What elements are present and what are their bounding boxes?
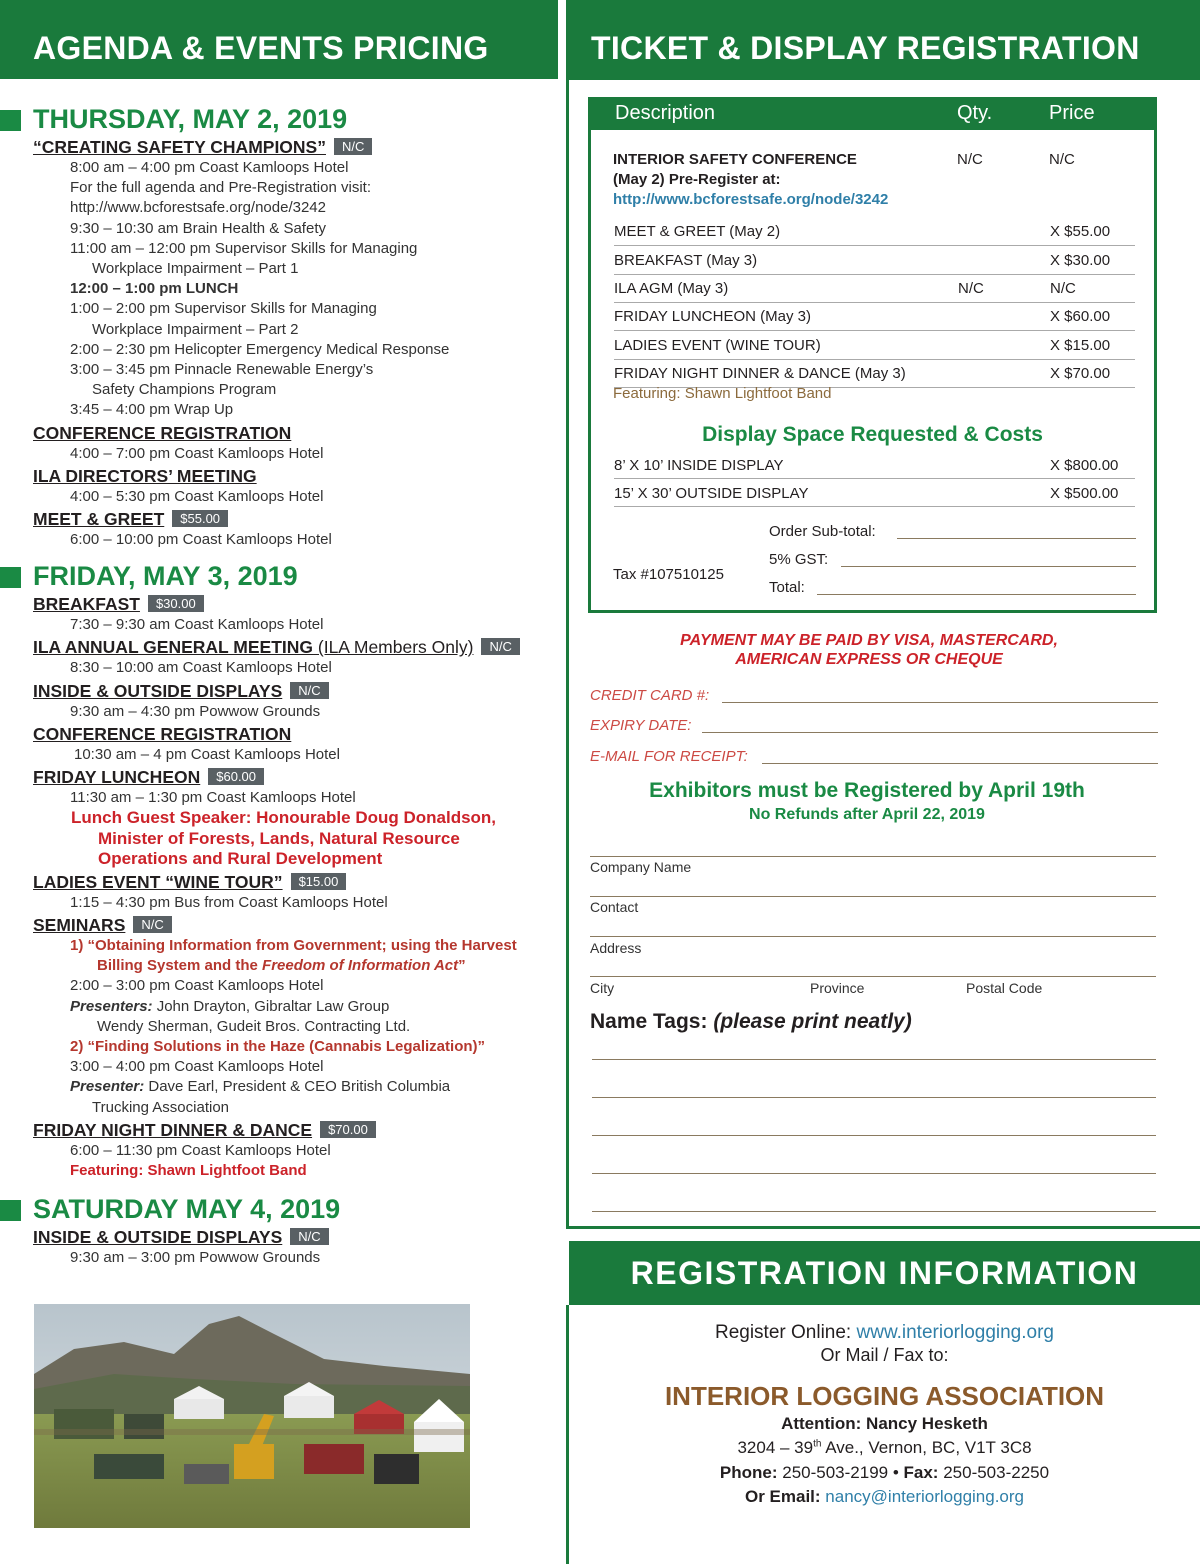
col-qty: Qty. — [957, 102, 993, 124]
friday-title: FRIDAY, MAY 3, 2019 — [33, 561, 298, 592]
postal-code-label: Postal Code — [966, 980, 1043, 996]
friday-heading — [0, 560, 560, 592]
subtotal-field[interactable] — [897, 538, 1136, 539]
seminar-text-italic: Freedom of Information Act — [262, 957, 459, 975]
price-badge: N/C — [290, 682, 328, 699]
price-badge: $60.00 — [208, 768, 264, 785]
event-line: 1:00 – 2:00 pm Supervisor Skills for Managing — [70, 300, 377, 318]
payment-note — [569, 631, 1169, 669]
event-title: CONFERENCE REGISTRATION — [33, 422, 292, 443]
exhibitors-deadline: Exhibitors must be Registered by April 19th — [649, 779, 1085, 802]
address-field[interactable] — [590, 936, 1156, 937]
thursday-title: THURSDAY, MAY 2, 2019 — [33, 104, 348, 134]
gst-label: 5% GST: — [769, 551, 829, 568]
price-badge: $55.00 — [172, 510, 228, 527]
event-conference-registration — [0, 422, 560, 444]
event-line: Workplace Impairment – Part 1 — [92, 260, 299, 278]
event-wine-tour — [0, 871, 560, 893]
mail-fax-text: Or Mail / Fax to: — [820, 1345, 949, 1365]
event-line: 2:00 – 2:30 pm Helicopter Emergency Medical Response — [70, 340, 450, 358]
saturday-heading — [0, 1193, 560, 1225]
display-price: X $800.00 — [1050, 457, 1119, 474]
price-badge: N/C — [133, 916, 171, 933]
featuring-line: Featuring: Shawn Lightfoot Band — [70, 1162, 307, 1179]
total-field[interactable] — [817, 594, 1136, 595]
event-line: For the full agenda and Pre-Registration visit: — [70, 179, 371, 197]
conference-title: INTERIOR SAFETY CONFERENCE — [613, 151, 857, 168]
ticket-price: X $30.00 — [1050, 252, 1111, 269]
agenda-list — [0, 99, 560, 1268]
event-title: INSIDE & OUTSIDE DISPLAYS — [33, 680, 283, 701]
name-tag-field-4[interactable] — [592, 1173, 1156, 1174]
trade-show-photo-icon — [34, 1304, 470, 1528]
display-row — [614, 481, 1135, 507]
phone-fax-line — [569, 1463, 1200, 1483]
name-tag-field-1[interactable] — [592, 1059, 1156, 1060]
event-line: 7:30 – 9:30 am Coast Kamloops Hotel — [70, 616, 324, 634]
presenters-line — [0, 997, 560, 1017]
register-online-label: Register Online: — [714, 1322, 857, 1343]
display-desc: 15’ X 30’ OUTSIDE DISPLAY — [614, 485, 809, 502]
event-breakfast — [0, 593, 560, 615]
bcforestsafe-link[interactable]: http://www.bcforestsafe.org/node/3242 — [70, 199, 326, 217]
agenda-header-text: AGENDA & EVENTS PRICING — [33, 30, 489, 66]
event-line: 4:00 – 7:00 pm Coast Kamloops Hotel — [70, 444, 324, 462]
event-line: 8:30 – 10:00 am Coast Kamloops Hotel — [70, 659, 332, 677]
presenter-label: Presenter: — [70, 1078, 145, 1096]
price-badge: $70.00 — [320, 1121, 376, 1138]
event-title: BREAKFAST — [33, 594, 140, 615]
org-name: INTERIOR LOGGING ASSOCIATION — [664, 1381, 1105, 1411]
city-label: City — [590, 980, 615, 996]
presenter-text: Dave Earl, President & CEO British Columbia — [144, 1078, 451, 1096]
ticket-price: X $55.00 — [1050, 223, 1111, 240]
event-title: MEET & GREET — [33, 509, 165, 530]
conference-link[interactable]: http://www.bcforestsafe.org/node/3242 — [613, 191, 889, 208]
subtotal-label: Order Sub-total: — [769, 523, 876, 540]
ticket-header — [569, 0, 1200, 80]
price-badge: $15.00 — [291, 873, 347, 890]
event-line: 2:00 – 3:00 pm Coast Kamloops Hotel — [70, 977, 324, 995]
col-description: Description — [615, 102, 716, 124]
ticket-desc: LADIES EVENT (WINE TOUR) — [614, 337, 821, 354]
guest-speaker-line: Operations and Rural Development — [98, 849, 383, 869]
ticket-desc: ILA AGM (May 3) — [614, 280, 729, 297]
total-label: Total: — [769, 579, 805, 596]
event-title: INSIDE & OUTSIDE DISPLAYS — [33, 1227, 283, 1248]
name-tag-field-3[interactable] — [592, 1135, 1156, 1136]
event-line: 1:15 – 4:30 pm Bus from Coast Kamloops Hotel — [70, 893, 388, 911]
email-row — [590, 748, 1158, 768]
ticket-qty[interactable]: N/C — [958, 280, 984, 297]
mailing-address — [569, 1438, 1200, 1458]
price-badge: N/C — [290, 1228, 328, 1245]
event-line: 8:00 am – 4:00 pm Coast Kamloops Hotel — [70, 159, 349, 176]
ticket-price: N/C — [1050, 280, 1076, 297]
phone-number: 250-503-2199 • — [777, 1463, 904, 1482]
event-line: 9:30 am – 4:30 pm Powwow Grounds — [70, 702, 321, 720]
conference-price: N/C — [1049, 151, 1075, 168]
thursday-heading — [0, 103, 560, 135]
event-line: Workplace Impairment – Part 2 — [92, 320, 299, 338]
event-photo — [34, 1304, 470, 1528]
event-safety-champions — [0, 136, 560, 158]
col-price: Price — [1049, 102, 1095, 124]
featuring-note: Featuring: Shawn Lightfoot Band — [613, 385, 832, 402]
ticket-row — [614, 360, 1135, 388]
event-line: 4:00 – 5:30 pm Coast Kamloops Hotel — [70, 487, 324, 505]
name-tags-label: Name Tags: — [590, 1010, 708, 1033]
event-line: 11:00 am – 12:00 pm Supervisor Skills for Managing — [70, 239, 418, 257]
event-seminars — [0, 914, 560, 936]
display-title: Display Space Requested & Costs — [702, 423, 1043, 446]
saturday-title: SATURDAY MAY 4, 2019 — [33, 1194, 341, 1225]
seminar-title-line: 1) “Obtaining Information from Government; using the Harvest — [70, 936, 517, 954]
ticket-desc: FRIDAY LUNCHEON (May 3) — [614, 308, 811, 325]
conference-sub: (May 2) Pre-Register at: — [613, 171, 781, 188]
event-line: 3:00 – 4:00 pm Coast Kamloops Hotel — [70, 1058, 324, 1076]
event-line: 9:30 am – 3:00 pm Powwow Grounds — [70, 1249, 321, 1267]
contact-label: Contact — [590, 899, 639, 915]
ticket-desc: MEET & GREET (May 2) — [614, 223, 781, 240]
agenda-column — [0, 0, 560, 1564]
event-line: 9:30 – 10:30 am Brain Health & Safety — [70, 219, 326, 237]
column-divider — [566, 0, 569, 1228]
event-title-suffix: (ILA Members Only) — [313, 637, 474, 658]
event-title: SEMINARS — [33, 914, 126, 935]
email-label: E-MAIL FOR RECEIPT: — [590, 748, 748, 765]
event-conference-registration-fri — [0, 723, 560, 745]
event-line: 10:30 am – 4 pm Coast Kamloops Hotel — [74, 745, 340, 763]
ticket-price: X $70.00 — [1050, 365, 1111, 382]
display-desc: 8’ X 10’ INSIDE DISPLAY — [614, 457, 784, 474]
province-label: Province — [810, 980, 865, 996]
subtotal-line — [769, 523, 1136, 545]
seminar-title-line: 2) “Finding Solutions in the Haze (Cannabis Legalization)” — [70, 1037, 486, 1055]
event-line: 11:30 am – 1:30 pm Coast Kamloops Hotel — [70, 789, 356, 807]
event-title: FRIDAY LUNCHEON — [33, 767, 201, 788]
guest-speaker-line: Minister of Forests, Lands, Natural Resource — [98, 828, 460, 848]
display-row — [614, 453, 1135, 479]
payment-line: AMERICAN EXPRESS OR CHEQUE — [735, 651, 1003, 668]
name-tags-note: (please print neatly) — [713, 1010, 912, 1033]
event-directors-meeting — [0, 465, 560, 487]
event-line: 3:00 – 3:45 pm Pinnacle Renewable Energy’s — [70, 361, 374, 379]
registration-header-text: REGISTRATION INFORMATION — [630, 1255, 1139, 1291]
refund-policy: No Refunds after April 22, 2019 — [749, 806, 985, 823]
name-tag-field-5[interactable] — [592, 1211, 1156, 1212]
seminar-text: Billing System and the — [97, 957, 263, 975]
email-contact-label: Or Email: — [744, 1487, 826, 1506]
gst-field[interactable] — [841, 566, 1136, 567]
square-bullet-icon — [0, 567, 21, 588]
address-label: Address — [590, 940, 642, 956]
price-badge: N/C — [334, 138, 372, 155]
city-field[interactable] — [590, 976, 1156, 977]
square-bullet-icon — [0, 110, 21, 131]
ticket-header-text: TICKET & DISPLAY REGISTRATION — [591, 30, 1140, 66]
seminar-title-line — [0, 956, 560, 976]
event-line-lunch: 12:00 – 1:00 pm LUNCH — [70, 280, 239, 298]
event-line: Safety Champions Program — [92, 381, 277, 399]
conference-qty: N/C — [957, 151, 983, 168]
presenters-label: Presenters: — [70, 997, 153, 1015]
event-title: ILA DIRECTORS’ MEETING — [33, 465, 257, 486]
event-line: 6:00 – 11:30 pm Coast Kamloops Hotel — [70, 1141, 331, 1159]
total-line — [769, 579, 1136, 601]
ticket-table — [588, 97, 1157, 613]
credit-card-row — [590, 687, 1158, 707]
event-agm — [0, 636, 560, 658]
price-badge: $30.00 — [148, 595, 204, 612]
event-line: 3:45 – 4:00 pm Wrap Up — [70, 401, 234, 419]
name-tag-field-2[interactable] — [592, 1097, 1156, 1098]
event-luncheon — [0, 766, 560, 788]
register-online-link[interactable]: www.interiorlogging.org — [856, 1322, 1054, 1343]
ticket-price: X $15.00 — [1050, 337, 1111, 354]
address-part: Ave., Vernon, BC, V1T 3C8 — [821, 1438, 1032, 1457]
event-line: 6:00 – 10:00 pm Coast Kamloops Hotel — [70, 531, 332, 549]
expiry-label: EXPIRY DATE: — [590, 717, 692, 734]
event-displays-sat — [0, 1226, 560, 1248]
event-displays — [0, 680, 560, 702]
event-dinner-dance — [0, 1119, 560, 1141]
registration-header — [569, 1241, 1200, 1305]
ticket-row — [614, 332, 1135, 360]
credit-card-label: CREDIT CARD #: — [590, 687, 710, 704]
company-field[interactable] — [590, 856, 1156, 857]
square-bullet-icon — [0, 1200, 21, 1221]
seminar-text: ” — [458, 957, 466, 975]
company-label: Company Name — [590, 859, 692, 875]
payment-line: PAYMENT MAY BE PAID BY VISA, MASTERCARD, — [680, 632, 1058, 649]
event-title: LADIES EVENT “WINE TOUR” — [33, 871, 283, 892]
guest-speaker-line: Lunch Guest Speaker: Honourable Doug Donaldson, — [71, 808, 497, 828]
event-title: CONFERENCE REGISTRATION — [33, 723, 292, 744]
ticket-row — [614, 303, 1135, 331]
tax-number: Tax #107510125 — [613, 566, 724, 583]
email-line — [569, 1487, 1200, 1507]
ticket-price: X $60.00 — [1050, 308, 1111, 325]
presenters-text: John Drayton, Gibraltar Law Group — [152, 997, 390, 1015]
display-price: X $500.00 — [1050, 485, 1119, 502]
event-title: ILA ANNUAL GENERAL MEETING — [33, 637, 314, 658]
presenter-line: Trucking Association — [92, 1098, 230, 1116]
ticket-desc: FRIDAY NIGHT DINNER & DANCE (May 3) — [614, 365, 906, 382]
ticket-row — [614, 218, 1135, 246]
contact-field[interactable] — [590, 896, 1156, 897]
conference-row — [613, 150, 1134, 210]
credit-card-field[interactable] — [722, 702, 1158, 703]
gst-line — [769, 551, 1136, 573]
ticket-table-header — [591, 100, 1154, 130]
bottom-rule — [566, 1226, 1200, 1229]
address-sup: th — [813, 1438, 822, 1450]
phone-label: Phone: — [719, 1463, 778, 1482]
event-title: FRIDAY NIGHT DINNER & DANCE — [33, 1119, 313, 1140]
register-online — [569, 1321, 1200, 1344]
presenters-line: Wendy Sherman, Gudeit Bros. Contracting Ltd. — [97, 1017, 411, 1035]
ticket-row — [614, 275, 1135, 303]
presenter-line — [0, 1077, 560, 1097]
agenda-header — [0, 0, 558, 79]
price-badge: N/C — [481, 638, 519, 655]
ticket-desc: BREAKFAST (May 3) — [614, 252, 758, 269]
attention-line: Attention: Nancy Hesketh — [781, 1414, 988, 1433]
expiry-row — [590, 717, 1158, 737]
email-contact-link[interactable]: nancy@interiorlogging.org — [825, 1487, 1025, 1506]
event-title: “CREATING SAFETY CHAMPIONS” — [33, 137, 326, 157]
event-meet-greet — [0, 508, 560, 530]
name-tags-heading — [590, 1010, 912, 1034]
email-field[interactable] — [762, 763, 1158, 764]
fax-number: 250-503-2250 — [938, 1463, 1050, 1482]
expiry-field[interactable] — [702, 732, 1158, 733]
fax-label: Fax: — [903, 1463, 939, 1482]
address-part: 3204 – 39 — [737, 1438, 814, 1457]
ticket-row — [614, 247, 1135, 275]
